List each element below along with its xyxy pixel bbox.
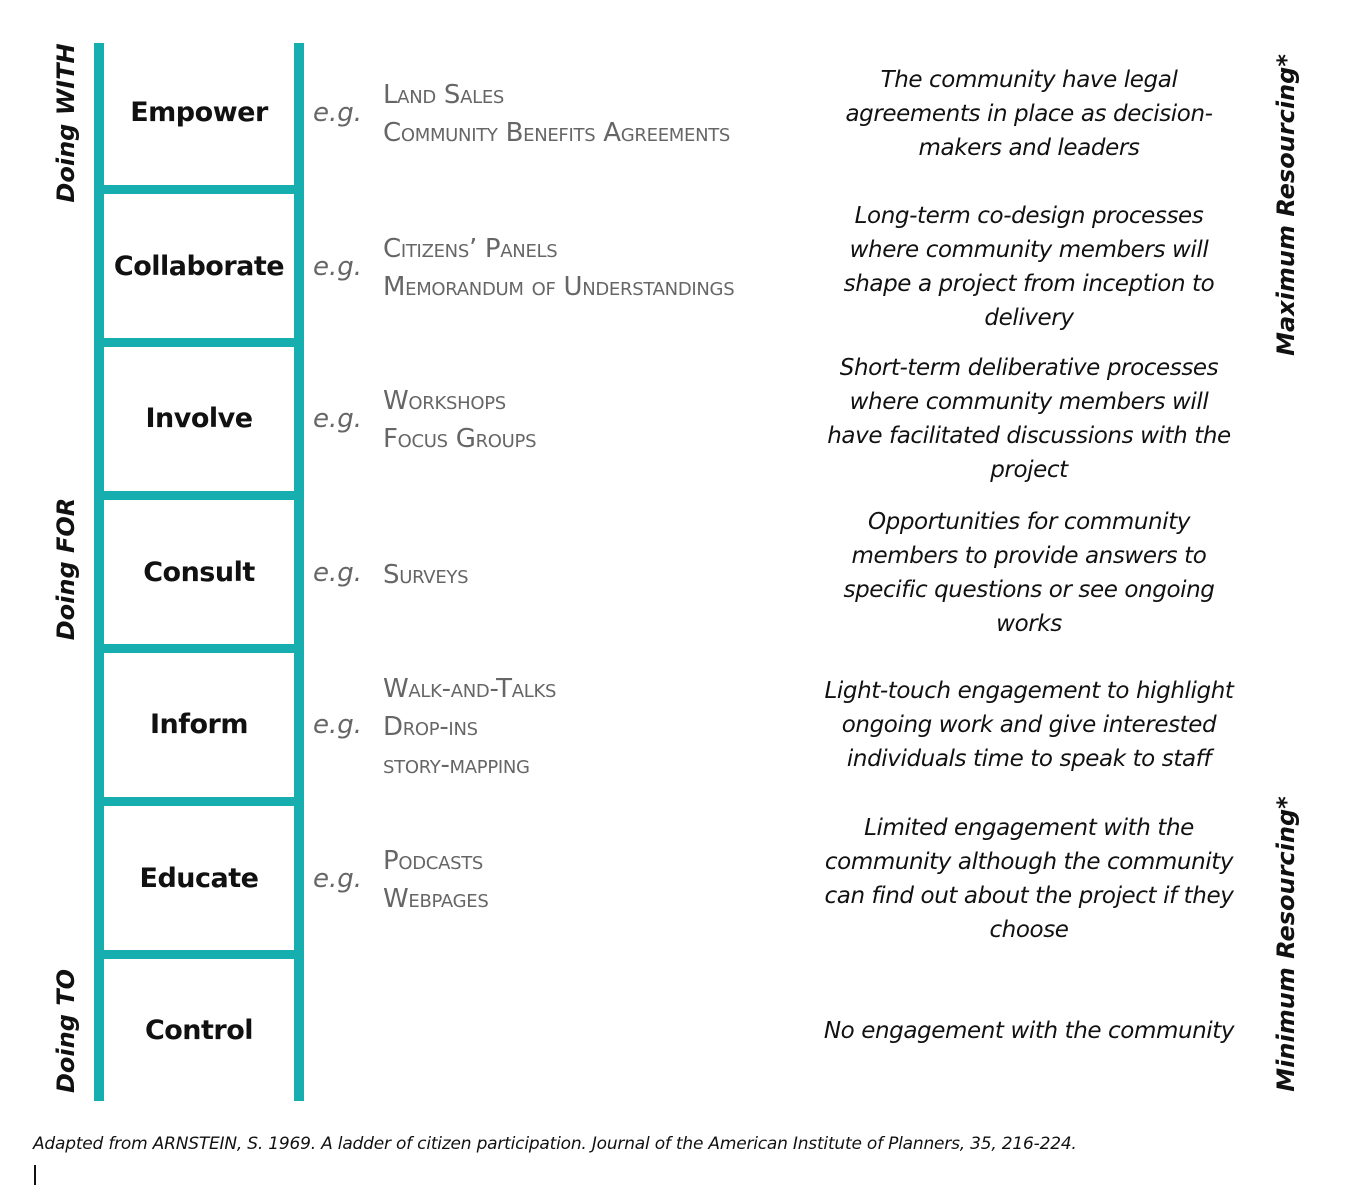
level-description: The community have legal agreements in place as decision-makers and leaders bbox=[845, 67, 1213, 161]
examples-list bbox=[383, 670, 556, 784]
example-item: Drop-ins bbox=[383, 712, 478, 742]
doing-with-label: Doing WITH bbox=[52, 43, 80, 203]
level-description: No engagement with the community bbox=[823, 1018, 1235, 1044]
eg-label: e.g. bbox=[313, 98, 363, 128]
ladder-right-rail bbox=[294, 43, 304, 1101]
doing-to-label: Doing TO bbox=[52, 968, 80, 1094]
examples-list bbox=[383, 382, 536, 458]
example-item: Citizens’ Panels bbox=[383, 234, 558, 264]
eg-label: e.g. bbox=[313, 404, 363, 434]
ladder-rung bbox=[94, 950, 304, 959]
level-label: Consult bbox=[143, 557, 255, 588]
doing-for-label: Doing FOR bbox=[52, 497, 80, 641]
level-label: Educate bbox=[139, 863, 259, 894]
level-description: Light-touch engagement to highlight ongoing work and give interested individuals time to speak to staff bbox=[824, 678, 1234, 772]
example-item: Workshops bbox=[383, 386, 506, 416]
examples-list bbox=[383, 556, 468, 594]
example-item: Memorandum of Understandings bbox=[383, 272, 735, 302]
level-description: Limited engagement with the community although the community can find out about the project if they choose bbox=[824, 815, 1234, 943]
example-item: Podcasts bbox=[383, 846, 484, 876]
examples-list bbox=[383, 76, 730, 152]
examples-list bbox=[383, 230, 734, 306]
ladder-rung bbox=[94, 338, 304, 347]
level-description: Long-term co-design processes where community members will shape a project from inception to delivery bbox=[843, 203, 1215, 331]
ladder-rung bbox=[94, 185, 304, 194]
example-item: Webpages bbox=[383, 884, 489, 914]
citation-footer: Adapted from ARNSTEIN, S. 1969. A ladder of citizen participation. Journal of the American Institute of Planners, 35, 216-224. bbox=[33, 1134, 1077, 1154]
example-item: Land Sales bbox=[383, 80, 505, 110]
level-label: Control bbox=[144, 1015, 254, 1046]
example-item: story-mapping bbox=[383, 750, 530, 780]
text-cursor bbox=[34, 1165, 36, 1185]
ladder-rung bbox=[94, 644, 304, 653]
level-label: Inform bbox=[149, 709, 248, 740]
level-label: Involve bbox=[145, 403, 253, 434]
examples-list bbox=[383, 842, 488, 918]
ladder-left-rail bbox=[94, 43, 104, 1101]
eg-label: e.g. bbox=[313, 710, 363, 740]
eg-label: e.g. bbox=[313, 864, 363, 894]
eg-label: e.g. bbox=[313, 252, 363, 282]
level-label: Collaborate bbox=[113, 251, 285, 282]
example-item: Focus Groups bbox=[383, 424, 537, 454]
maximum-resourcing-label: Maximum Resourcing* bbox=[1272, 54, 1300, 356]
example-item: Community Benefits Agreements bbox=[383, 118, 731, 148]
ladder-rung bbox=[94, 491, 304, 500]
eg-label: e.g. bbox=[313, 558, 363, 588]
level-description: Opportunities for community members to provide answers to specific questions or see ongoing works bbox=[843, 509, 1215, 637]
example-item: Surveys bbox=[383, 560, 469, 590]
example-item: Walk-and-Talks bbox=[383, 674, 557, 704]
level-label: Empower bbox=[130, 97, 268, 128]
ladder-rung bbox=[94, 797, 304, 806]
minimum-resourcing-label: Minimum Resourcing* bbox=[1272, 796, 1300, 1092]
level-description: Short-term deliberative processes where community members will have facilitated discussions with the project bbox=[827, 355, 1231, 483]
